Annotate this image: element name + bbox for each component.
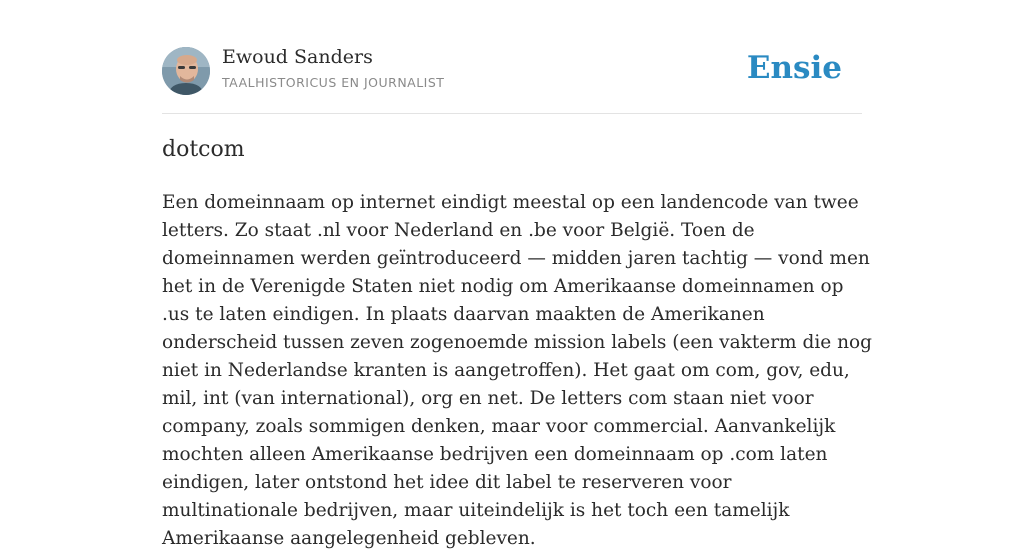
avatar[interactable] bbox=[162, 47, 210, 95]
author-role: TAALHISTORICUS EN JOURNALIST bbox=[222, 75, 445, 90]
header-divider bbox=[162, 113, 862, 114]
person-photo-icon bbox=[162, 47, 210, 95]
article-title: dotcom bbox=[162, 137, 245, 162]
author-header bbox=[162, 46, 862, 96]
brand-logo[interactable]: Ensie bbox=[746, 50, 842, 86]
author-name[interactable]: Ewoud Sanders bbox=[222, 46, 373, 68]
article-body: Een domeinnaam op internet eindigt meestal op een landencode van twee letters. Zo staat .nl voor Nederland en .be voor België. Toen de domeinnamen werden geïntroduceerd — midden jaren tachtig — vond men het in de Verenigde Staten niet nodig om Amerikaanse domeinnamen op .us te laten eindigen. In plaats daarvan maakten de Amerikanen onderscheid tussen zeven zogenoemde mission labels (een vakterm die nog niet in Nederlandse kranten is aangetroffen). Het gaat om com, gov, edu, mil, int (van international), org en net. De letters com staan niet voor company, zoals sommigen denken, maar voor commercial. Aanvankelijk mochten alleen Amerikaanse bedrijven een domeinnaam op .com laten eindigen, later ontstond het idee dit label te reserveren voor multinationale bedrijven, maar uiteindelijk is het toch een tamelijk Amerikaanse aangelegenheid gebleven. bbox=[162, 192, 872, 549]
